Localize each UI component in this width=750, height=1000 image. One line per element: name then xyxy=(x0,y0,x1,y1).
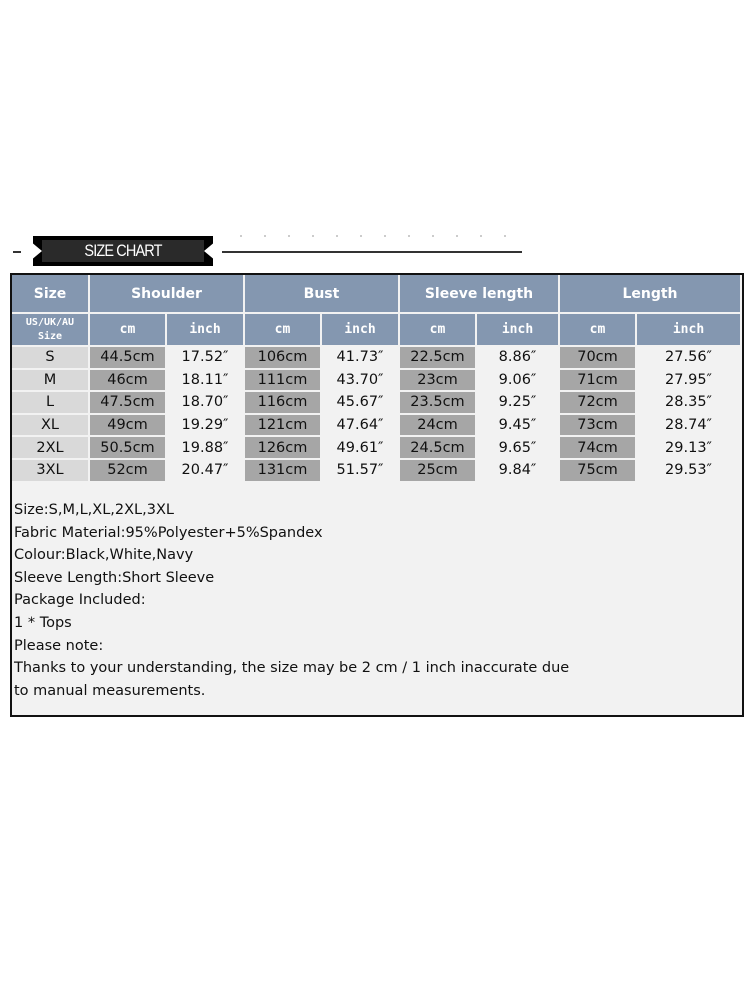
cell-shoulder-cm: 49cm xyxy=(90,415,167,438)
cell-length-cm: 72cm xyxy=(560,392,637,415)
group-header-row xyxy=(12,275,742,314)
size-label: Size xyxy=(37,330,63,342)
cell-bust-inch: 45.67″ xyxy=(322,392,400,415)
cell-bust-cm: 126cm xyxy=(245,437,322,460)
header-bust: Bust xyxy=(245,275,400,314)
cell-shoulder-cm: 50.5cm xyxy=(90,437,167,460)
unit-cm: cm xyxy=(245,314,322,347)
cell-bust-inch: 43.70″ xyxy=(322,370,400,393)
cell-shoulder-inch: 18.11″ xyxy=(167,370,245,393)
cell-shoulder-inch: 20.47″ xyxy=(167,460,245,483)
banner-right-line xyxy=(222,251,522,253)
product-info xyxy=(14,499,734,702)
cell-bust-inch: 49.61″ xyxy=(322,437,400,460)
info-sizes: Size:S,M,L,XL,2XL,3XL xyxy=(14,502,174,518)
unit-inch: inch xyxy=(637,314,742,347)
cell-bust-cm: 106cm xyxy=(245,347,322,370)
cell-sleeve-inch: 9.84″ xyxy=(477,460,560,483)
cell-sleeve-inch: 9.65″ xyxy=(477,437,560,460)
info-note-label: Please note: xyxy=(14,637,104,654)
cell-bust-cm: 131cm xyxy=(245,460,322,483)
header-sleeve-length: Sleeve length xyxy=(400,275,560,314)
table-row xyxy=(12,437,742,460)
cell-bust-inch: 41.73″ xyxy=(322,347,400,370)
cell-shoulder-inch: 19.88″ xyxy=(167,437,245,460)
cell-bust-cm: 121cm xyxy=(245,415,322,438)
size-chart-panel xyxy=(10,273,744,717)
unit-inch: inch xyxy=(477,314,560,347)
info-fabric: Fabric Material:95%Polyester+5%Spandex xyxy=(14,524,323,541)
cell-sleeve-inch: 9.25″ xyxy=(477,392,560,415)
cell-size: XL xyxy=(12,415,90,438)
cell-shoulder-cm: 46cm xyxy=(90,370,167,393)
cell-length-inch: 28.35″ xyxy=(637,392,742,415)
cell-length-cm: 73cm xyxy=(560,415,637,438)
cell-bust-cm: 111cm xyxy=(245,370,322,393)
cell-sleeve-cm: 23cm xyxy=(400,370,477,393)
size-chart-banner xyxy=(0,232,750,272)
info-sleeve: Sleeve Length:Short Sleeve xyxy=(14,569,215,586)
cell-length-inch: 29.13″ xyxy=(637,437,742,460)
cell-shoulder-inch: 17.52″ xyxy=(167,347,245,370)
size-table xyxy=(12,275,742,483)
cell-sleeve-inch: 9.45″ xyxy=(477,415,560,438)
cell-shoulder-inch: 18.70″ xyxy=(167,392,245,415)
info-colour: Colour:Black,White,Navy xyxy=(14,547,194,564)
size-region-label: US/UK/AU xyxy=(25,316,75,328)
cell-sleeve-cm: 24.5cm xyxy=(400,437,477,460)
table-row xyxy=(12,392,742,415)
table-row xyxy=(12,415,742,438)
info-note-line1: Thanks to your understanding, the size may be 2 cm / 1 inch inaccurate due xyxy=(14,660,570,677)
table-row xyxy=(12,460,742,483)
cell-sleeve-inch: 9.06″ xyxy=(477,370,560,393)
cell-shoulder-cm: 44.5cm xyxy=(90,347,167,370)
banner-left-dash xyxy=(13,251,21,253)
unit-header-row xyxy=(12,314,742,347)
cell-length-inch: 28.74″ xyxy=(637,415,742,438)
cell-shoulder-cm: 52cm xyxy=(90,460,167,483)
info-package-label: Package Included: xyxy=(14,592,146,609)
cell-sleeve-cm: 22.5cm xyxy=(400,347,477,370)
info-note-line2: to manual measurements. xyxy=(14,682,206,699)
unit-inch: inch xyxy=(322,314,400,347)
cell-bust-cm: 116cm xyxy=(245,392,322,415)
cell-sleeve-inch: 8.86″ xyxy=(477,347,560,370)
cell-length-inch: 29.53″ xyxy=(637,460,742,483)
unit-cm: cm xyxy=(90,314,167,347)
info-package-contents: 1 * Tops xyxy=(14,614,72,631)
cell-sleeve-cm: 24cm xyxy=(400,415,477,438)
unit-inch: inch xyxy=(167,314,245,347)
cell-size: 3XL xyxy=(12,460,90,483)
decorative-dots xyxy=(240,235,530,239)
cell-length-cm: 75cm xyxy=(560,460,637,483)
table-row xyxy=(12,347,742,370)
cell-length-inch: 27.95″ xyxy=(637,370,742,393)
unit-cm: cm xyxy=(560,314,637,347)
header-length: Length xyxy=(560,275,742,314)
cell-bust-inch: 51.57″ xyxy=(322,460,400,483)
unit-cm: cm xyxy=(400,314,477,347)
header-shoulder: Shoulder xyxy=(90,275,245,314)
table-row xyxy=(12,370,742,393)
cell-shoulder-cm: 47.5cm xyxy=(90,392,167,415)
cell-length-inch: 27.56″ xyxy=(637,347,742,370)
cell-length-cm: 71cm xyxy=(560,370,637,393)
cell-sleeve-cm: 23.5cm xyxy=(400,392,477,415)
cell-sleeve-cm: 25cm xyxy=(400,460,477,483)
cell-length-cm: 70cm xyxy=(560,347,637,370)
cell-length-cm: 74cm xyxy=(560,437,637,460)
header-size-region xyxy=(12,314,90,347)
cell-size: L xyxy=(12,392,90,415)
header-size: Size xyxy=(12,275,90,314)
cell-size: 2XL xyxy=(12,437,90,460)
cell-shoulder-inch: 19.29″ xyxy=(167,415,245,438)
cell-size: M xyxy=(12,370,90,393)
cell-size: S xyxy=(12,347,90,370)
banner-title: SIZE CHART xyxy=(84,241,162,260)
cell-bust-inch: 47.64″ xyxy=(322,415,400,438)
